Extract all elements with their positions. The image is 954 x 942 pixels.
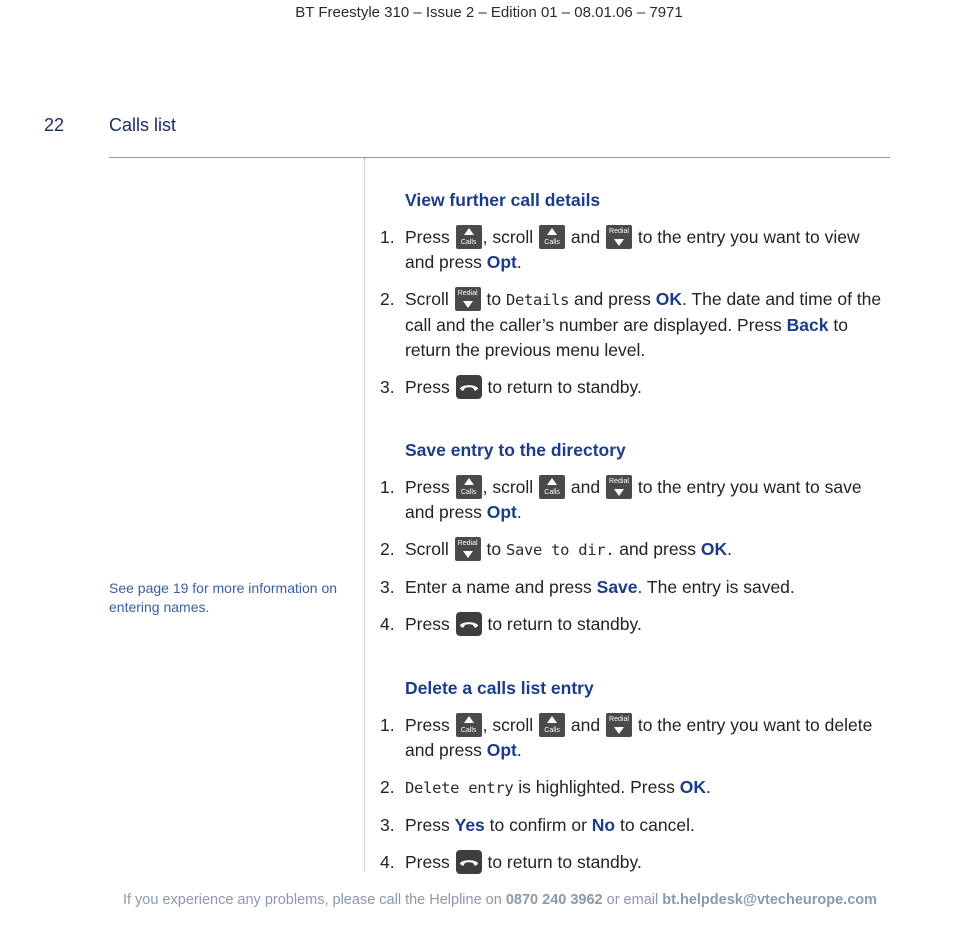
helpline-footer (0, 892, 954, 908)
step-text: . The date and time of the call and the caller’s number are displayed. Press (405, 289, 882, 335)
calls-up-key-icon (539, 475, 565, 499)
footer-middle: or email (602, 892, 663, 908)
step-text: to the entry you want to view and press (405, 227, 860, 272)
up-arrow-icon (464, 478, 474, 485)
document-header: BT Freestyle 310 – Issue 2 – Edition 01 – 08.01.06 – 7971 (295, 4, 683, 21)
step-text: , scroll (482, 227, 539, 247)
display-text: Save to dir. (505, 541, 615, 559)
step-text: to return to standby. (482, 377, 642, 397)
step-text: to return the previous menu level. (405, 315, 848, 360)
softkey-label: OK (655, 289, 683, 309)
step-text: Press (405, 377, 455, 397)
step-text: . (516, 252, 522, 272)
step-number: 3. (380, 577, 395, 597)
section-heading: View further call details (405, 190, 601, 210)
end-call-key-icon (456, 612, 482, 636)
step-number: 1. (380, 715, 395, 735)
step-text: and press (614, 539, 701, 559)
step-text: Press (405, 815, 455, 835)
calls-up-key-icon (539, 713, 565, 737)
redial-down-key-icon (606, 475, 632, 499)
step-text: Press (405, 614, 455, 634)
calls-up-key-icon (456, 225, 482, 249)
key-label: Calls (544, 489, 560, 496)
key-label: Calls (460, 489, 477, 496)
step-text: to the entry you want to save and press (405, 477, 862, 522)
step-text: is highlighted. Press (513, 777, 680, 797)
up-arrow-icon (464, 228, 474, 235)
step-list (380, 713, 892, 875)
softkey-label: Yes (454, 815, 485, 835)
step-number: 3. (380, 815, 395, 835)
calls-up-key-icon (456, 713, 482, 737)
step-item (380, 775, 892, 801)
softkey-label: No (591, 815, 616, 835)
step-item (380, 225, 892, 275)
down-arrow-icon (463, 301, 473, 308)
calls-up-key-icon (539, 225, 565, 249)
up-arrow-icon (547, 478, 557, 485)
step-text: to return to standby. (482, 852, 642, 872)
softkey-label: OK (679, 777, 706, 797)
section-heading: Delete a calls list entry (405, 678, 594, 698)
step-number: 4. (380, 852, 395, 872)
step-text: and (566, 715, 605, 735)
up-arrow-icon (547, 228, 557, 235)
step-text: Press (405, 715, 455, 735)
redial-down-key-icon (455, 287, 481, 311)
down-arrow-icon (614, 239, 624, 246)
side-note-text: See page 19 for more information on entering names. (109, 580, 338, 615)
softkey-label: Opt (486, 740, 517, 760)
helpline-email: bt.helpdesk@vtecheurope.com (662, 892, 878, 908)
step-text: to cancel. (615, 815, 695, 835)
step-text: . (705, 777, 711, 797)
page-number: 22 (44, 115, 65, 135)
step-text: to confirm or (484, 815, 592, 835)
step-text: to the entry you want to delete and press (405, 715, 873, 760)
step-text: Press (405, 227, 455, 247)
display-text: Delete entry (405, 779, 514, 797)
softkey-label: Back (786, 315, 829, 335)
step-item (380, 850, 892, 875)
step-number: 2. (380, 777, 395, 797)
step-text: . (727, 539, 733, 559)
step-list (380, 225, 892, 400)
key-label: Redial (609, 478, 629, 485)
up-arrow-icon (464, 716, 474, 723)
step-text: Press (405, 477, 455, 497)
step-number: 3. (380, 377, 395, 397)
step-text: Press (405, 852, 455, 872)
step-item (380, 287, 892, 363)
key-label: Redial (457, 290, 478, 297)
key-label: Redial (609, 228, 629, 235)
step-number: 1. (380, 227, 395, 247)
softkey-label: OK (700, 539, 728, 559)
section-view-call-details (380, 188, 892, 412)
calls-up-key-icon (456, 475, 482, 499)
step-text: and (566, 477, 605, 497)
step-text: Scroll (405, 539, 454, 559)
step-text: to (481, 289, 506, 309)
step-text: to (481, 539, 506, 559)
step-number: 2. (380, 539, 395, 559)
header-rule (109, 157, 890, 158)
softkey-label: Save (596, 577, 638, 597)
end-call-key-icon (456, 375, 482, 399)
display-text: Details (505, 291, 570, 309)
step-text: , scroll (482, 715, 539, 735)
up-arrow-icon (547, 716, 557, 723)
step-item (380, 375, 892, 400)
chapter-title: Calls list (109, 115, 177, 135)
softkey-label: Opt (486, 502, 517, 522)
step-text: . The entry is saved. (637, 577, 795, 597)
down-arrow-icon (614, 489, 624, 496)
step-item (380, 575, 892, 600)
key-label: Calls (544, 727, 560, 734)
step-item (380, 713, 892, 763)
key-label: Redial (609, 716, 629, 723)
softkey-label: Opt (486, 252, 517, 272)
redial-down-key-icon (606, 713, 632, 737)
redial-down-key-icon (606, 225, 632, 249)
step-number: 2. (380, 289, 395, 309)
side-note (109, 579, 349, 617)
step-text: to return to standby. (482, 614, 642, 634)
step-item (380, 475, 892, 525)
section-delete-entry (380, 676, 892, 887)
redial-down-key-icon (455, 537, 481, 561)
key-label: Calls (460, 727, 477, 734)
footer-prefix: If you experience any problems, please call the Helpline on (122, 892, 506, 908)
end-call-key-icon (456, 850, 482, 874)
key-label: Calls (460, 239, 477, 246)
section-save-to-directory (380, 438, 892, 649)
step-item (380, 813, 892, 838)
helpline-phone: 0870 240 3962 (505, 892, 603, 908)
step-list (380, 475, 892, 637)
down-arrow-icon (463, 551, 473, 558)
step-number: 4. (380, 614, 395, 634)
column-divider (364, 158, 365, 872)
key-label: Redial (457, 540, 478, 547)
step-text: . (516, 502, 522, 522)
step-text: . (516, 740, 522, 760)
section-heading: Save entry to the directory (405, 440, 626, 460)
step-item (380, 537, 892, 563)
step-text: , scroll (482, 477, 539, 497)
step-text: and press (569, 289, 656, 309)
step-text: Scroll (405, 289, 454, 309)
step-text: Enter a name and press (405, 577, 597, 597)
step-item (380, 612, 892, 637)
step-text: and (566, 227, 605, 247)
step-number: 1. (380, 477, 395, 497)
down-arrow-icon (614, 727, 624, 734)
key-label: Calls (544, 239, 560, 246)
